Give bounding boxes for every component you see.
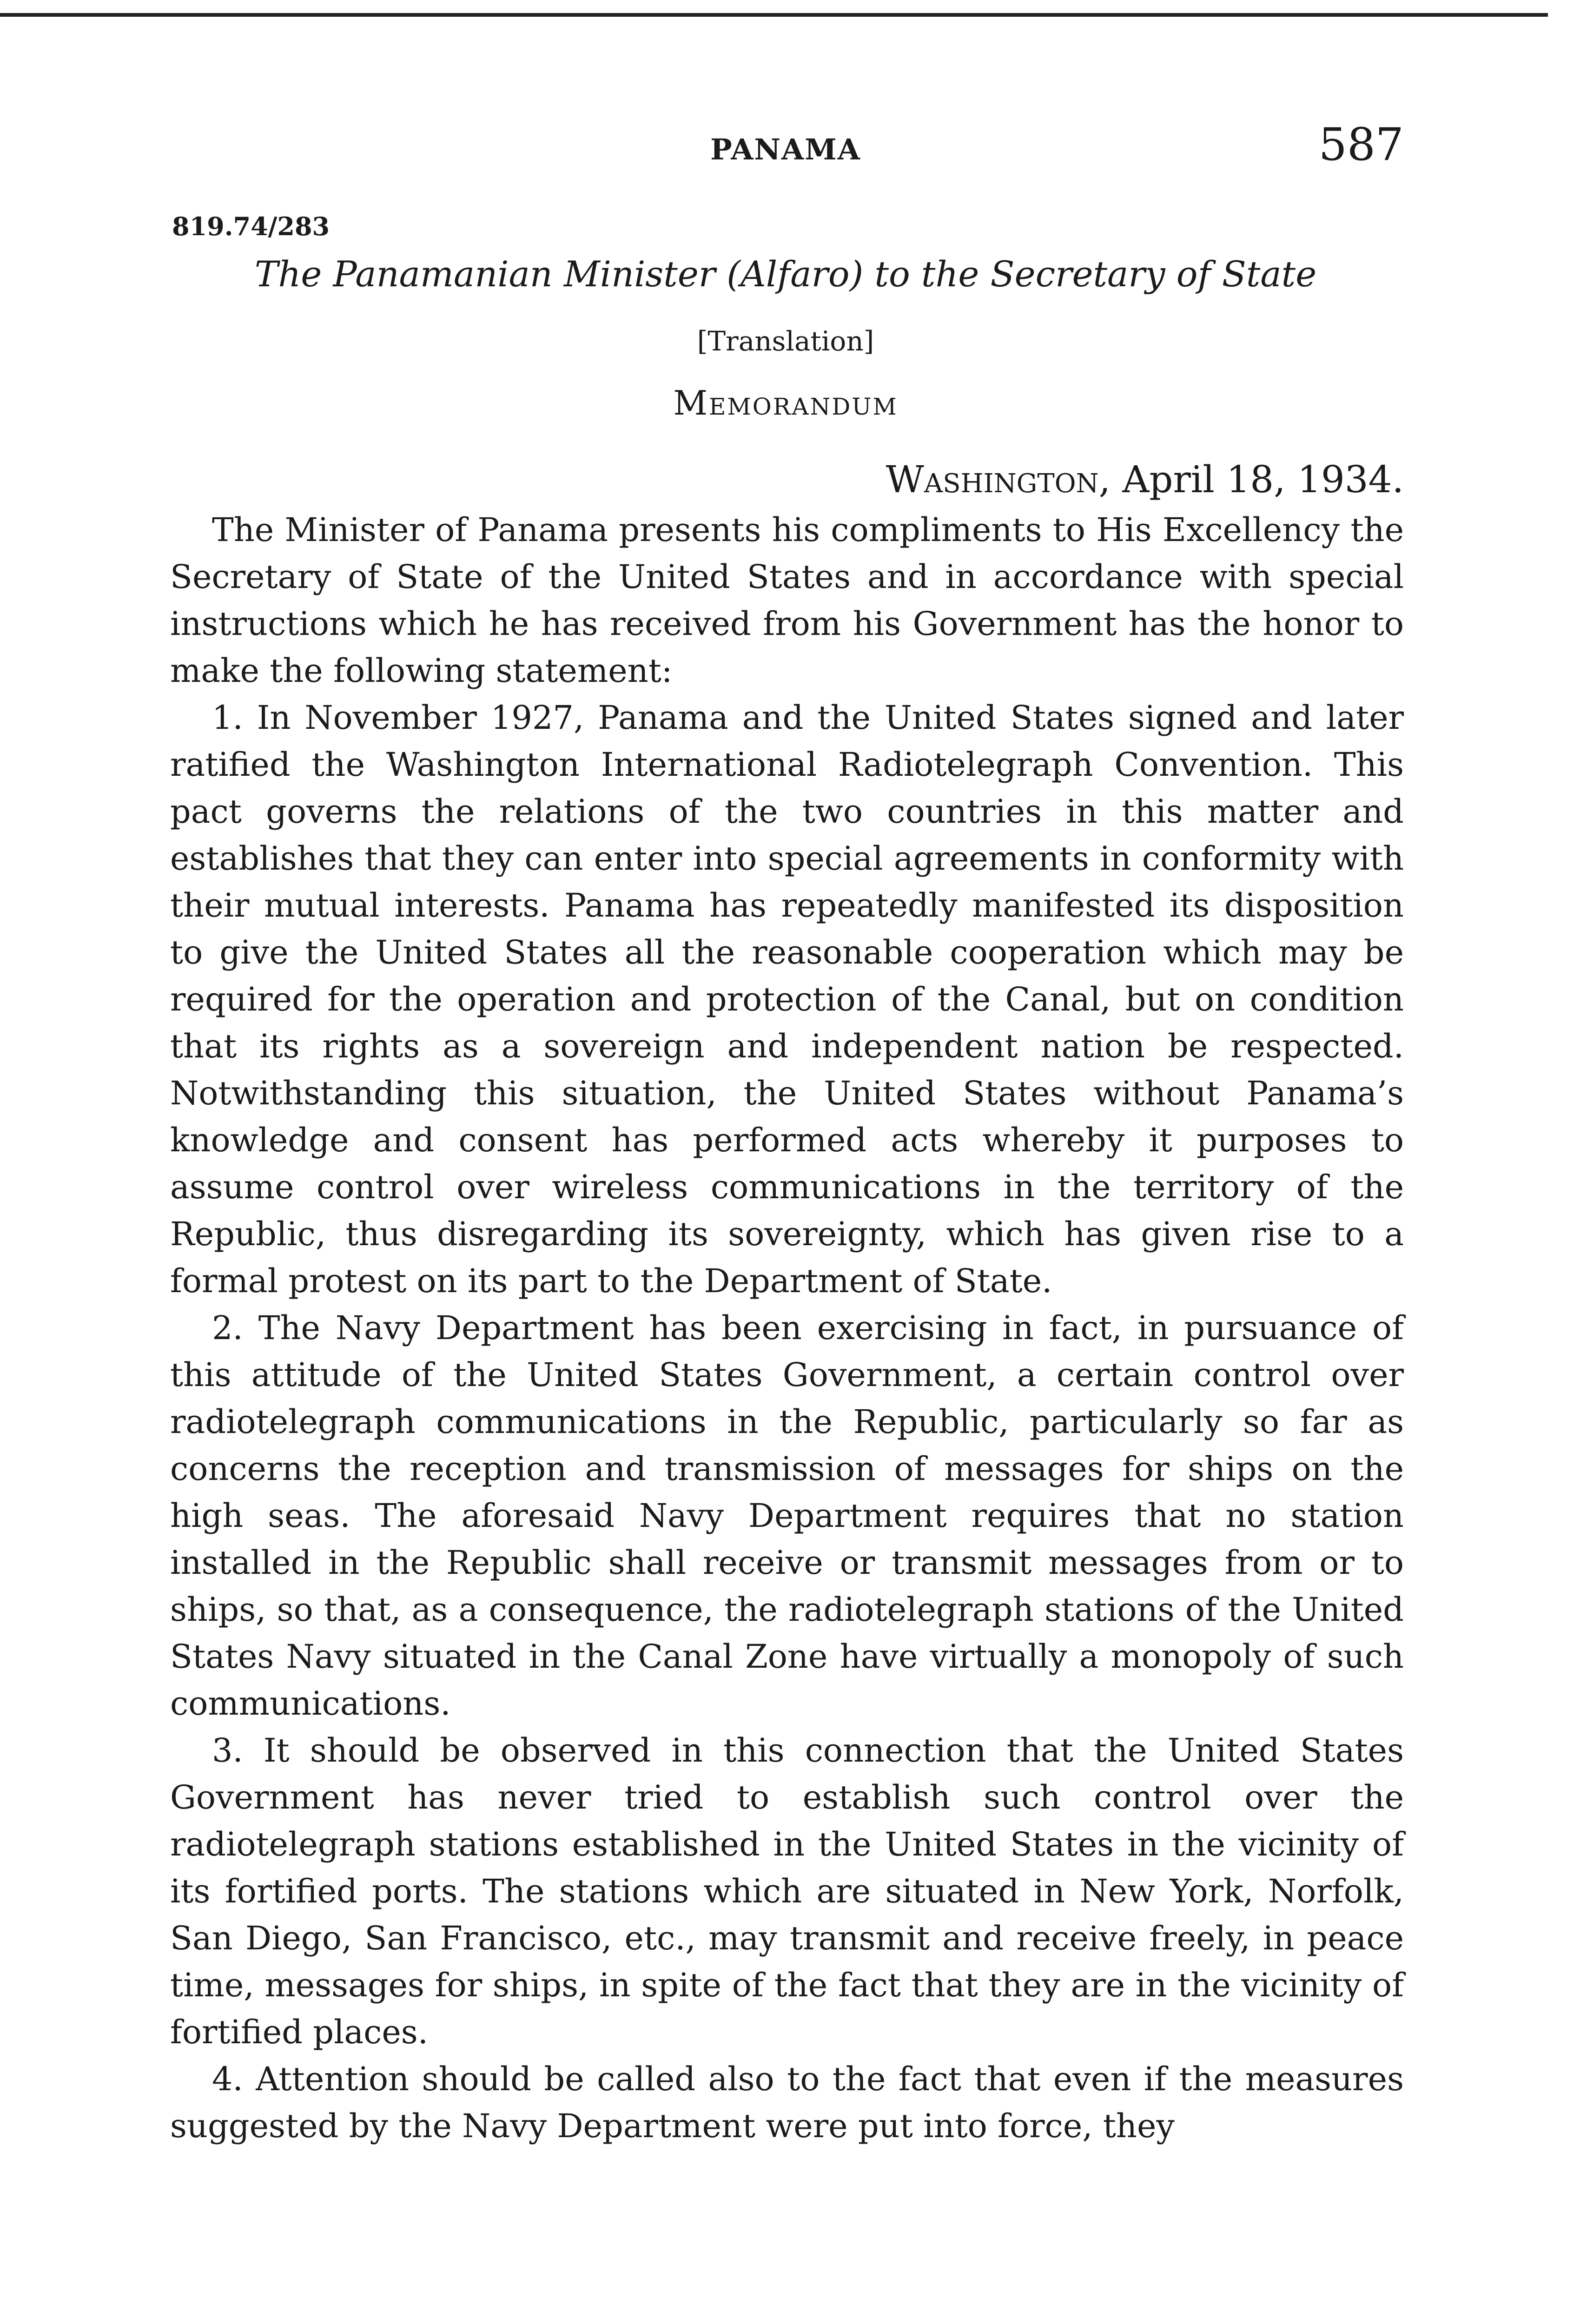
document-title: The Panamanian Minister (Alfaro) to the Secretary of State xyxy=(254,253,1317,295)
memorandum-body xyxy=(170,507,1404,2150)
file-number: 819.74/283 xyxy=(172,211,330,241)
paragraph-intro: The Minister of Panama presents his compliments to His Excellency the Secretary of State of the United States and in accordance with special instructions which he has received from his Government has the honor to make the following statement: xyxy=(170,511,1404,690)
page-number: 587 xyxy=(1318,119,1404,171)
page-header xyxy=(167,119,1404,179)
paragraph-3: 3. It should be observed in this connection that the United States Government has never tried to establish such control over the radiotelegraph stations established in the United States in the vicinity of its fortified ports. The stations which are situated in New York, Norfolk, San Diego, San Francisco, etc., may transmit and receive freely, in peace time, messages for ships, in spite of the fact that they are in the vicinity of fortified places. xyxy=(170,1731,1404,2051)
dateline-place: Washington xyxy=(886,458,1099,501)
dateline-date: , April 18, 1934. xyxy=(1098,458,1404,501)
top-rule xyxy=(0,13,1548,17)
running-head: PANAMA xyxy=(710,132,861,166)
translation-note: [Translation] xyxy=(697,325,874,357)
paragraph-4: 4. Attention should be called also to the fact that even if the measures suggested by the Navy Department were put into force, they xyxy=(170,2060,1404,2145)
paragraph-1: 1. In November 1927, Panama and the United States signed and later ratified the Washington International Radiotelegraph Convention. This pact governs the relations of the two countries in this matter and establishes that they can enter into special agreements in conformity with their mutual interests. Panama has repeatedly manifested its disposition to give the United States all the reasonable cooperation which may be required for the operation and protection of the Canal, but on condition that its rights as a sovereign and independent nation be respected. Notwithstanding this situation, the United States without Panama’s knowledge and consent has performed acts whereby it purposes to assume control over wireless communications in the territory of the Republic, thus disregarding its sovereignty, which has given rise to a formal protest on its part to the Department of State. xyxy=(170,699,1404,1300)
memorandum-heading: Memorandum xyxy=(673,383,898,423)
paragraph-2: 2. The Navy Department has been exercising in fact, in pursuance of this attitude of the United States Government, a certain control over radiotelegraph communications in the Republic, particularly so far as concerns the reception and transmission of messages for ships on the high seas. The aforesaid Navy Department requires that no station installed in the Republic shall receive or transmit messages from or to ships, so that, as a consequence, the radiotelegraph stations of the United States Navy situated in the Canal Zone have virtually a monopoly of such communications. xyxy=(170,1309,1404,1723)
dateline xyxy=(886,458,1404,501)
